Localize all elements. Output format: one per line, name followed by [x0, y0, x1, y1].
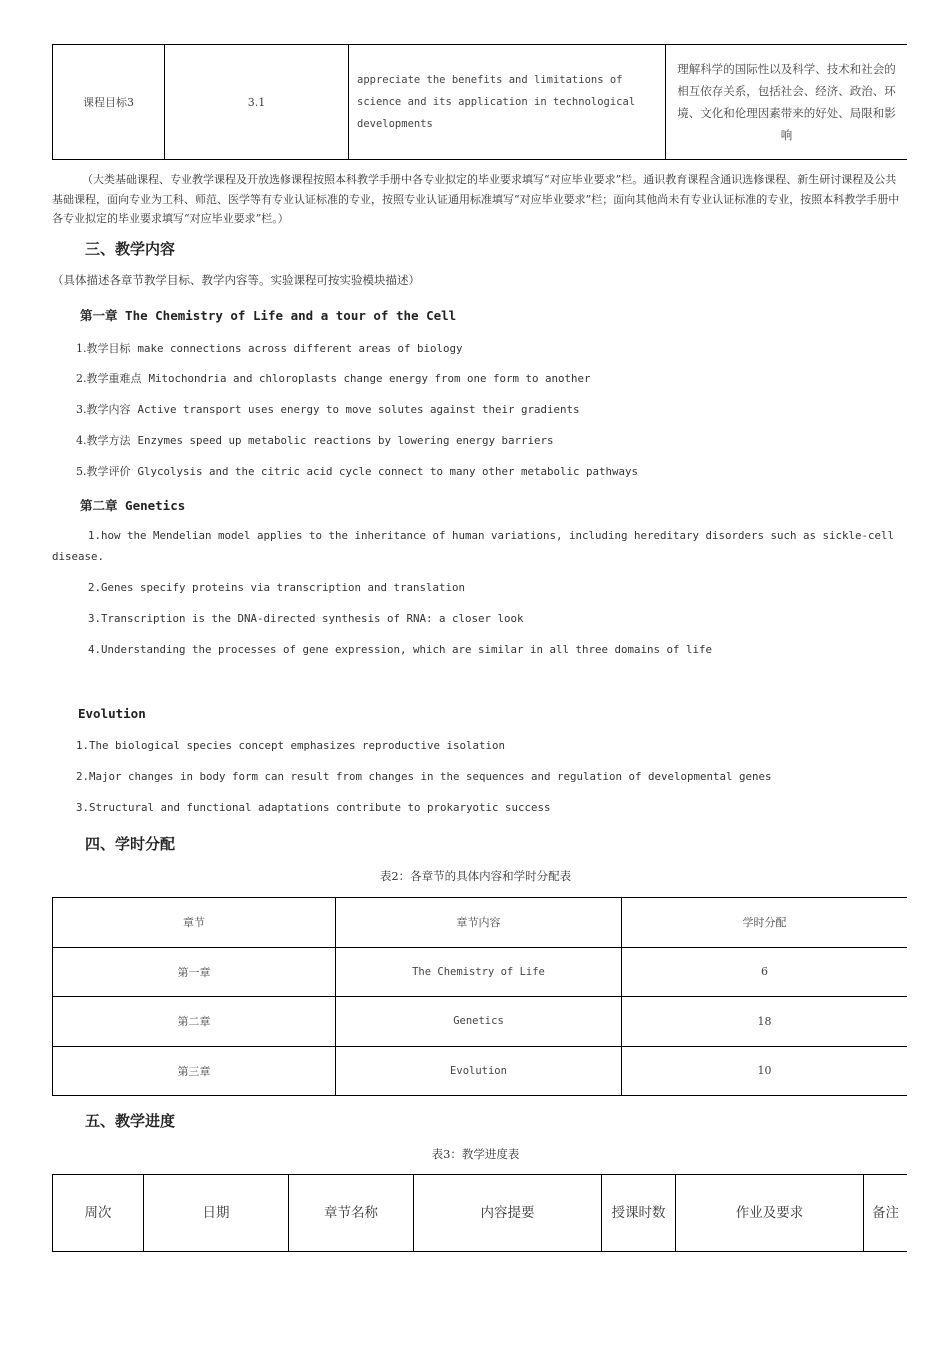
list-item: 2.Genes specify proteins via transcription and translation: [88, 581, 466, 594]
table-cell: Evolution: [336, 1046, 622, 1096]
column-header: 学时分配: [622, 898, 908, 948]
table-cell: 第三章: [53, 1046, 336, 1096]
list-item-continuation: disease.: [52, 550, 105, 563]
list-item: 2.教学重难点 Mitochondria and chloroplasts change energy from one form to another: [76, 372, 591, 385]
table-row: [53, 1046, 908, 1096]
table-cell: 18: [622, 997, 908, 1047]
hours-table: [52, 897, 907, 1096]
column-header: 授课时数: [602, 1175, 676, 1252]
schedule-table: [52, 1174, 907, 1252]
table-row: [53, 947, 908, 997]
list-item: 1.how the Mendelian model applies to the inheritance of human variations, including hereditary disorders such as sickle-cell: [88, 529, 895, 542]
chapter2-title: Genetics: [125, 498, 186, 513]
section5-heading: 五、教学进度: [85, 1112, 176, 1130]
list-item: 4.Understanding the processes of gene expression, which are similar in all three domains of life: [88, 643, 713, 656]
list-item: 1.The biological species concept emphasizes reproductive isolation: [76, 739, 506, 752]
list-item: 3.Transcription is the DNA-directed synthesis of RNA: a closer look: [88, 612, 524, 625]
table-cell: 第二章: [53, 997, 336, 1047]
table-cell: 第一章: [53, 947, 336, 997]
fill-in-note: （大类基础课程、专业教学课程及开放选修课程按照本科教学手册中各专业拟定的毕业要求填写“对应毕业要求”栏。通识教育课程含通识选修课程、新生研讨课程及公共基础课程，面向专业为工科、师范、医学等有专业认证标准的专业，按照专业认证通用标准填写“对应毕业要求”栏；面向其他尚未有专业认证标准的专业，按照本科教学手册中各专业拟定的毕业要求填写“对应毕业要求”栏。）: [52, 173, 900, 225]
chapter2-heading: [80, 496, 185, 514]
column-header: 备注: [864, 1175, 908, 1252]
table-header-row: [53, 1175, 908, 1252]
table-cell: 10: [622, 1046, 908, 1096]
chinese-goal-cell: 理解科学的国际性以及科学、技术和社会的相互依存关系，包括社会、经济、政治、环境、文化和伦理因素带来的好处、局限和影响: [666, 45, 908, 160]
column-header: 周次: [53, 1175, 144, 1252]
list-item: 3.教学内容 Active transport uses energy to move solutes against their gradients: [76, 403, 580, 416]
course-goal-table: [52, 44, 907, 160]
chapter1-title: The Chemistry of Life and a tour of the Cell: [125, 308, 457, 323]
list-item: 2.Major changes in body form can result from changes in the sequences and regulation of developmental genes: [76, 770, 772, 783]
column-header: 章节名称: [289, 1175, 414, 1252]
table3-caption: 表3：教学进度表: [431, 1147, 520, 1161]
chapter2-prefix: 第二章: [80, 498, 118, 513]
column-header: 章节: [53, 898, 336, 948]
section3-heading: 三、教学内容: [85, 240, 176, 258]
table-row: [53, 45, 908, 160]
column-header: 作业及要求: [676, 1175, 864, 1252]
chapter3-heading: Evolution: [78, 706, 146, 721]
table-row: [53, 997, 908, 1047]
table-cell: 6: [622, 947, 908, 997]
chapter1-prefix: 第一章: [80, 308, 118, 323]
goal-cell: 课程目标3: [53, 45, 165, 160]
list-item: 3.Structural and functional adaptations contribute to prokaryotic success: [76, 801, 551, 814]
column-header: 内容提要: [414, 1175, 602, 1252]
table-header-row: [53, 898, 908, 948]
list-item: 5.教学评价 Glycolysis and the citric acid cycle connect to many other metabolic pathways: [76, 465, 639, 478]
column-header: 日期: [144, 1175, 289, 1252]
section4-heading: 四、学时分配: [85, 835, 176, 853]
chapter1-heading: [80, 306, 456, 324]
column-header: 章节内容: [336, 898, 622, 948]
code-cell: 3.1: [165, 45, 349, 160]
table2-caption: 表2：各章节的具体内容和学时分配表: [379, 869, 572, 883]
list-item: 1.教学目标 make connections across different areas of biology: [76, 342, 463, 355]
english-goal-cell: appreciate the benefits and limitations of science and its application in technological developments: [349, 45, 666, 160]
section3-hint: （具体描述各章节教学目标、教学内容等。实验课程可按实验模块描述）: [52, 273, 420, 287]
list-item: 4.教学方法 Enzymes speed up metabolic reactions by lowering energy barriers: [76, 434, 554, 447]
table-cell: Genetics: [336, 997, 622, 1047]
table-cell: The Chemistry of Life: [336, 947, 622, 997]
